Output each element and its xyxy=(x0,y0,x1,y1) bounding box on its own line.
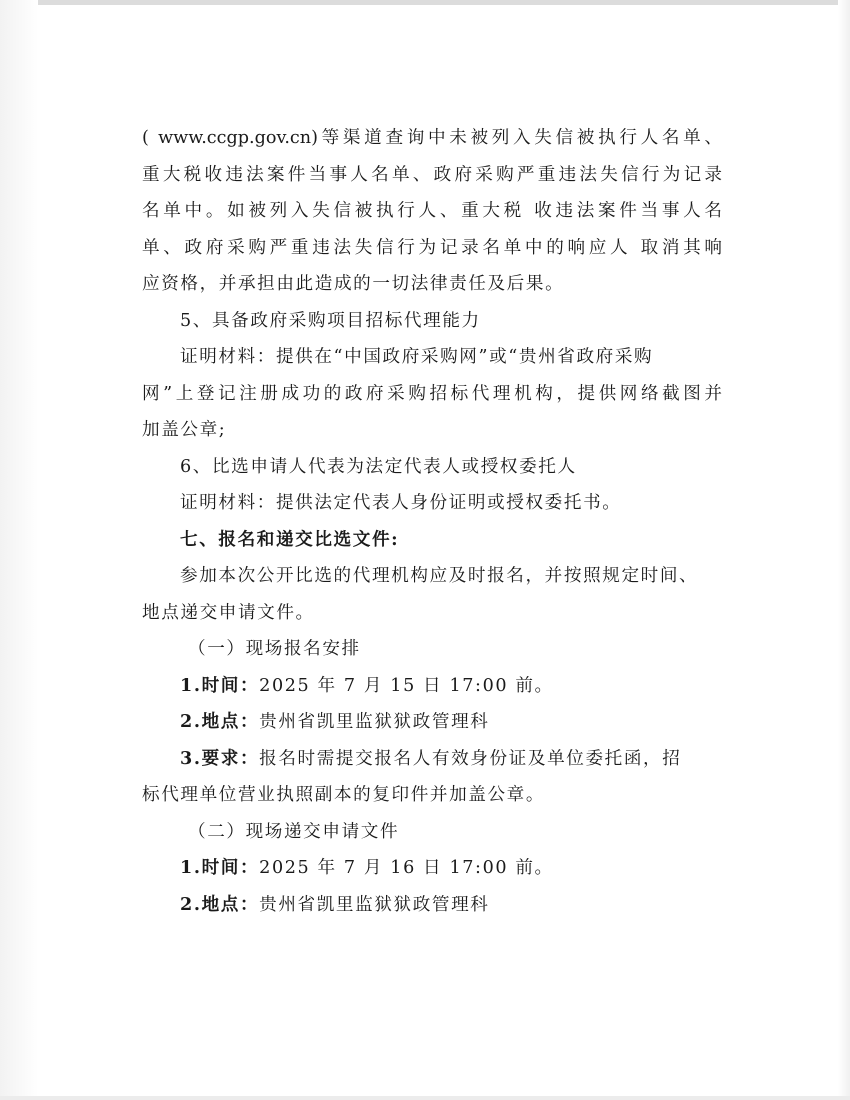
requirement-label: 3.要求： xyxy=(180,747,260,769)
place-label: 2.地点： xyxy=(180,893,260,915)
paragraph-line: 名单中。如被列入失信被执行人、重大税 收违法案件当事人名 xyxy=(142,201,722,221)
proof-material-line: 证明材料：提供在“中国政府采购网”或“贵州省政府采购 xyxy=(180,347,654,367)
scan-border-bottom xyxy=(0,1096,850,1100)
time-value: 2025 年 7 月 16 日 17:00 前。 xyxy=(259,858,554,878)
requirement-item-6: 6、比选申请人代表为法定代表人或授权委托人 xyxy=(180,456,577,477)
paragraph-line: 标代理单位营业执照副本的复印件并加盖公章。 xyxy=(142,785,546,805)
paragraph-line: 网”上登记注册成功的政府采购招标代理机构，提供网络截图并 xyxy=(142,383,722,404)
paragraph-line: ( www.ccgp.gov.cn)等渠道查询中未被列入失信被执行人名单、 xyxy=(142,128,722,148)
place-value: 贵州省凯里监狱狱政管理科 xyxy=(259,894,490,915)
registration-time xyxy=(142,668,722,705)
registration-place xyxy=(142,704,722,741)
subsection-heading: （二）现场递交申请文件 xyxy=(188,821,400,842)
paragraph-line: 地点递交申请文件。 xyxy=(142,602,315,623)
time-label: 1.时间： xyxy=(180,674,260,696)
section-heading: 七、报名和递交比选文件: xyxy=(180,528,400,550)
scan-border-left xyxy=(0,0,38,1100)
scan-border-top xyxy=(0,0,850,5)
proof-material-line: 证明材料：提供法定代表人身份证明或授权委托书。 xyxy=(180,493,622,513)
place-value: 贵州省凯里监狱狱政管理科 xyxy=(259,712,490,732)
paragraph-line: 单、政府采购严重违法失信行为记录名单中的响应人 取消其响 xyxy=(142,237,722,258)
document-body xyxy=(142,120,722,923)
time-label: 1.时间： xyxy=(180,857,260,878)
paragraph-line: 应资格，并承担由此造成的一切法律责任及后果。 xyxy=(142,274,565,294)
scan-border-right xyxy=(838,0,850,1100)
paragraph-line: 重大税收违法案件当事人名单、政府采购严重违法失信行为记录 xyxy=(142,164,722,185)
requirement-item-5: 5、具备政府采购项目招标代理能力 xyxy=(180,310,481,331)
registration-requirement xyxy=(142,741,722,778)
requirement-value: 报名时需提交报名人有效身份证及单位委托函，招 xyxy=(259,748,682,769)
time-value: 2025 年 7 月 15 日 17:00 前。 xyxy=(259,675,554,696)
paragraph-line: 加盖公章; xyxy=(142,420,227,440)
submission-time xyxy=(142,850,722,887)
submission-place xyxy=(142,887,722,924)
paragraph-line: 参加本次公开比选的代理机构应及时报名，并按照规定时间、 xyxy=(180,566,699,586)
subsection-heading: （一）现场报名安排 xyxy=(188,639,361,659)
place-label: 2.地点： xyxy=(180,711,260,732)
